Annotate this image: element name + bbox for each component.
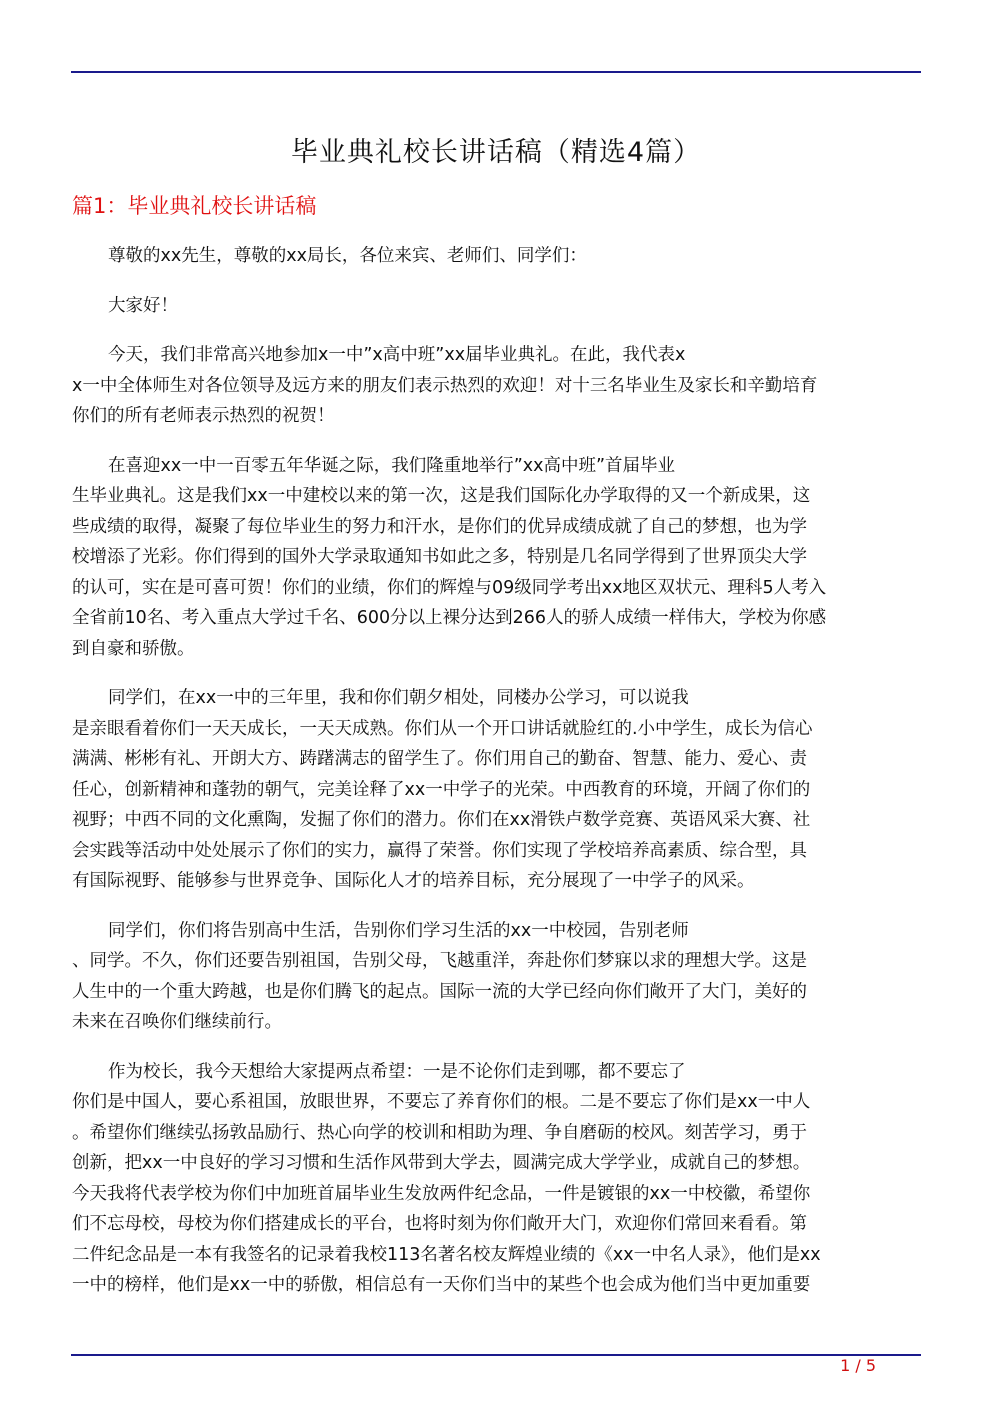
paragraph: [72, 241, 922, 272]
paragraph-line: 你们的所有老师表示热烈的祝贺！: [72, 406, 335, 426]
paragraph-line: 。希望你们继续弘扬敦品励行、热心向学的校训和相助为理、争自磨砺的校风。刻苦学习，勇于: [72, 1122, 807, 1143]
paragraph-line: 的认可，实在是可喜可贺！你们的业绩，你们的辉煌与09级同学考出xx地区双状元、理科5人考入: [72, 577, 827, 598]
paragraph-line: 到自豪和骄傲。: [72, 638, 195, 659]
paragraph-line: 会实践等活动中处处展示了你们的实力，赢得了荣誉。你们实现了学校培养高素质、综合型，具: [72, 840, 807, 861]
paragraph: [72, 916, 922, 1038]
paragraph-line: 全省前10名、考入重点大学过千名、600分以上裸分达到266人的骄人成绩一样伟大，学校为你感: [72, 608, 827, 628]
paragraph-line: 在喜迎xx一中一百零五年华诞之际，我们隆重地举行”xx高中班”首届毕业: [108, 455, 676, 476]
paragraph-line: 些成绩的取得，凝聚了每位毕业生的努力和汗水，是你们的优异成绩成就了自己的梦想，也为学: [72, 516, 807, 537]
header-rule: [71, 71, 921, 73]
paragraph-line: 满满、彬彬有礼、开朗大方、踌躇满志的留学生了。你们用自己的勤奋、智慧、能力、爱心、责: [72, 749, 807, 769]
paragraph-line: 大家好！: [108, 295, 178, 316]
paragraph-line: 今天，我们非常高兴地参加x一中”x高中班”xx届毕业典礼。在此，我代表x: [108, 345, 686, 365]
paragraph: [72, 1057, 922, 1301]
paragraph-line: 人生中的一个重大跨越，也是你们腾飞的起点。国际一流的大学已经向你们敞开了大门，美好的: [72, 981, 807, 1002]
document-body: [72, 241, 922, 1320]
paragraph-line: 生毕业典礼。这是我们xx一中建校以来的第一次，这是我们国际化办学取得的又一个新成果，这: [72, 486, 811, 506]
paragraph-line: 一中的榜样，他们是xx一中的骄傲，相信总有一天你们当中的某些个也会成为他们当中更加重要: [72, 1275, 811, 1295]
page-number: 1 / 5: [840, 1356, 876, 1375]
paragraph-line: 是亲眼看着你们一天天成长，一天天成熟。你们从一个开口讲话就脸红的.小中学生，成长为信心: [72, 718, 813, 739]
paragraph-line: 尊敬的xx先生，尊敬的xx局长，各位来宾、老师们、同学们：: [108, 246, 587, 266]
paragraph-line: 你们是中国人，要心系祖国，放眼世界，不要忘了养育你们的根。二是不要忘了你们是xx一中人: [72, 1092, 811, 1112]
paragraph-line: 二件纪念品是一本有我签名的记录着我校113名著名校友辉煌业绩的《xx一中名人录》，他们是xx: [72, 1244, 821, 1265]
paragraph-line: 创新，把xx一中良好的学习习惯和生活作风带到大学去，圆满完成大学学业，成就自己的梦想。: [72, 1153, 811, 1173]
paragraph-line: 作为校长，我今天想给大家提两点希望：一是不论你们走到哪，都不要忘了: [108, 1061, 686, 1082]
paragraph-line: 们不忘母校，母校为你们搭建成长的平台，也将时刻为你们敞开大门，欢迎你们常回来看看。第: [72, 1214, 807, 1234]
paragraph-line: 同学们，你们将告别高中生活，告别你们学习生活的xx一中校园，告别老师: [108, 920, 689, 941]
paragraph-line: 、同学。不久，你们还要告别祖国，告别父母，飞越重洋，奔赴你们梦寐以求的理想大学。这是: [72, 951, 807, 971]
section-heading: 篇1：毕业典礼校长讲话稿: [72, 194, 317, 218]
paragraph-line: 同学们，在xx一中的三年里，我和你们朝夕相处，同楼办公学习，可以说我: [108, 688, 689, 708]
paragraph: [72, 340, 922, 432]
paragraph-line: 任心，创新精神和蓬勃的朝气，完美诠释了xx一中学子的光荣。中西教育的环境，开阔了你们的: [72, 779, 811, 800]
paragraph: [72, 291, 922, 322]
paragraph-line: 今天我将代表学校为你们中加班首届毕业生发放两件纪念品，一件是镀银的xx一中校徽，希望你: [72, 1183, 811, 1204]
paragraph-line: 校增添了光彩。你们得到的国外大学录取通知书如此之多，特别是几名同学得到了世界顶尖大学: [72, 547, 807, 567]
footer-rule: [71, 1354, 921, 1356]
paragraph: [72, 451, 922, 665]
paragraph-line: 有国际视野、能够参与世界竞争、国际化人才的培养目标，充分展现了一中学子的风采。: [72, 871, 755, 891]
paragraph-line: 未来在召唤你们继续前行。: [72, 1012, 282, 1032]
paragraph: [72, 683, 922, 897]
document-title: 毕业典礼校长讲话稿（精选4篇）: [290, 137, 702, 168]
paragraph-line: x一中全体师生对各位领导及远方来的朋友们表示热烈的欢迎！对十三名毕业生及家长和辛勤培育: [72, 375, 818, 396]
paragraph-line: 视野；中西不同的文化熏陶，发掘了你们的潜力。你们在xx滑铁卢数学竞赛、英语风采大赛、社: [72, 810, 811, 830]
